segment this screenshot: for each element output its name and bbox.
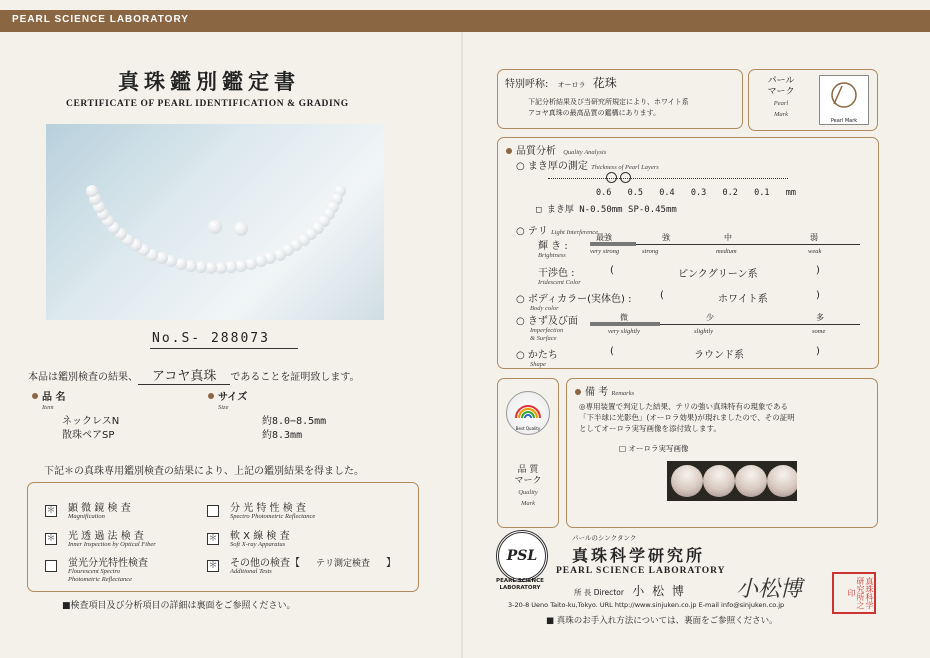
pearl-mark-icon bbox=[820, 76, 868, 114]
remarks-line-1: ◎専用装置で判定した結果、テリの強い真珠特有の現象である bbox=[579, 402, 789, 411]
lab-name-jp: 真珠科学研究所 bbox=[572, 546, 706, 565]
pearl-mark-jp-2: マーク bbox=[767, 87, 795, 97]
director-name: 小 松 博 bbox=[632, 584, 686, 598]
body-color-paren-close: ) bbox=[816, 290, 820, 301]
body-color-paren-open: ( bbox=[660, 290, 664, 301]
item-size-1: 約8.0−8.5mm bbox=[262, 416, 327, 427]
interference-sub: Iridescent Color bbox=[538, 279, 581, 286]
director-label: 所 長 Director bbox=[574, 588, 624, 597]
psl-logo-sub-1: PEARL SCIENCE bbox=[496, 578, 544, 584]
earring-pearl-right bbox=[234, 222, 248, 236]
body-color-value: ホワイト系 bbox=[718, 294, 768, 305]
interference-paren-open: ( bbox=[610, 265, 614, 276]
quality-mark-en-2: Mark bbox=[520, 500, 536, 507]
psl-logo-text: PSL bbox=[506, 548, 538, 564]
left-footer-note: ■検査項目及び分析項目の詳細は裏面をご参照ください。 bbox=[62, 601, 296, 611]
test-sub-spectro: Spectro Photometric Reflectance bbox=[230, 513, 316, 520]
title-english: CERTIFICATE OF PEARL IDENTIFICATION & GRADING bbox=[66, 99, 349, 109]
director-signature: 小松博 bbox=[736, 577, 803, 602]
imperfection-level: 微 bbox=[620, 313, 628, 322]
body-color-sub: Body color bbox=[530, 305, 559, 312]
imperfection-scale bbox=[590, 312, 860, 340]
brand-text: PEARL SCIENCE LABORATORY bbox=[12, 14, 189, 25]
thickness-marker-sp bbox=[620, 172, 631, 183]
pearl-mark-en-1: Pearl bbox=[773, 100, 789, 107]
imperfection-level: 少 bbox=[706, 313, 714, 322]
pearl-mark-en-2: Mark bbox=[773, 111, 789, 118]
teri-heading bbox=[516, 222, 598, 237]
additional-label-text: その他の検査【 bbox=[230, 558, 300, 569]
interference-heading bbox=[538, 264, 581, 286]
necklace-pearl bbox=[245, 258, 257, 270]
necklace-pearl bbox=[215, 262, 227, 274]
brightness-level-en: weak bbox=[808, 248, 822, 255]
qa-header bbox=[506, 142, 606, 157]
special-desc-2: アコヤ真珠の最高品質の鑑構にあります。 bbox=[528, 109, 661, 117]
special-title-box bbox=[497, 69, 743, 129]
aurora-photo-label: □ オーロラ実写画像 bbox=[619, 444, 689, 453]
test-label-spectro: 分 光 特 性 検 査 bbox=[230, 503, 306, 514]
radio-icon: ○ bbox=[516, 161, 525, 172]
quality-mark-jp-1: 品 質 bbox=[517, 465, 539, 475]
brightness-level: 弱 bbox=[810, 233, 818, 242]
pearl-mark-jp-1: パール bbox=[767, 76, 795, 86]
body-color-label: ボディカラー(実体色) : bbox=[527, 294, 632, 305]
quality-mark-box bbox=[497, 378, 559, 528]
item-name-2: 散珠ペアSP bbox=[62, 430, 115, 441]
imperfection-level-en: some bbox=[812, 328, 826, 335]
aurora-pearl bbox=[735, 465, 767, 497]
test-checkbox-additional: ＊ bbox=[208, 561, 218, 571]
earring-pearl-left bbox=[208, 220, 222, 234]
thickness-tick: 0.2 bbox=[722, 188, 738, 198]
lab-address: 3-20-8 Ueno Taito-ku,Tokyo. URL http://www.sinjuken.co.jp E-mail info@sinjuken.co.jp bbox=[508, 601, 785, 609]
aurora-photo bbox=[667, 461, 797, 501]
necklace-pearl bbox=[205, 262, 217, 274]
special-title-label: 特別呼称: bbox=[505, 79, 549, 90]
radio-icon: ○ bbox=[516, 294, 525, 305]
quality-rainbow-icon bbox=[507, 392, 549, 426]
quality-badge-text: Best Quality bbox=[515, 426, 541, 431]
thickness-label: まき厚の測定 bbox=[527, 161, 588, 172]
shape-label: かたち bbox=[527, 350, 558, 361]
remarks-line-3: としてオーロラ実写画像を添付致します。 bbox=[579, 424, 721, 433]
thickness-sub: Thickness of Pearl Layers bbox=[591, 164, 659, 171]
imperfection-level-en: very slightly bbox=[608, 328, 640, 335]
brightness-label: 輝 き : bbox=[538, 241, 568, 252]
pearl-mark-logo-text: Pearl Mark bbox=[830, 118, 858, 124]
test-sub-magnification: Magnification bbox=[68, 513, 105, 520]
test-label-magnification: 顕 微 鏡 検 査 bbox=[68, 503, 131, 514]
psl-logo bbox=[496, 530, 548, 582]
imperfection-level-en: slightly bbox=[694, 328, 714, 335]
bullet-icon bbox=[506, 148, 512, 154]
additional-bracket-close: 】 bbox=[386, 558, 397, 569]
quality-analysis-box bbox=[497, 137, 879, 369]
psl-logo-sub-2: LABORATORY bbox=[499, 585, 541, 591]
special-title-line bbox=[505, 74, 617, 91]
header-bar bbox=[0, 10, 930, 32]
certificate-number: No.S- 288073 bbox=[152, 331, 270, 346]
thickness-ticks bbox=[596, 188, 796, 198]
test-sub-optical: Inner Inspection by Optical Fiber bbox=[68, 541, 156, 548]
test-label-additional bbox=[230, 554, 396, 569]
statement-prefix: 本品は鑑別検査の結果、 bbox=[28, 372, 138, 383]
remarks-line-2: 「下半球に光影色」(オーロラ効果)が現れましたので、その証明 bbox=[579, 413, 795, 422]
remarks-header bbox=[575, 383, 634, 398]
aurora-pearl bbox=[703, 465, 735, 497]
shape-paren-open: ( bbox=[610, 346, 614, 357]
item-size-2: 約8.3mm bbox=[262, 430, 303, 441]
additional-test-name: テリ測定検査 bbox=[316, 559, 371, 569]
brightness-level-en: very strong bbox=[590, 248, 620, 255]
thickness-heading bbox=[516, 157, 659, 172]
remarks-title: 備 考 bbox=[585, 387, 609, 398]
brightness-scale bbox=[590, 232, 860, 260]
pearl-mark-logo bbox=[819, 75, 869, 125]
shape-heading bbox=[516, 346, 558, 368]
body-color-heading bbox=[516, 290, 631, 312]
item-name-1: ネックレスN bbox=[62, 416, 120, 427]
necklace-pearl bbox=[255, 255, 267, 267]
identification-statement bbox=[28, 365, 360, 384]
remarks-box bbox=[566, 378, 878, 528]
test-checkbox-magnification: ＊ bbox=[46, 506, 56, 516]
lab-name-en: PEARL SCIENCE LABORATORY bbox=[556, 566, 726, 576]
brightness-level: 最強 bbox=[596, 233, 612, 242]
shape-value: ラウンド系 bbox=[694, 350, 744, 361]
thickness-tick: 0.5 bbox=[627, 188, 643, 198]
item-heading bbox=[32, 385, 65, 411]
thickness-tick: 0.3 bbox=[690, 188, 707, 198]
interference-paren-close: ) bbox=[816, 265, 820, 276]
qa-sub: Quality Analysis bbox=[563, 149, 607, 156]
test-sub2-fluorescent: Photometric Reflectance bbox=[68, 576, 133, 583]
test-checkbox-spectro bbox=[207, 505, 219, 517]
test-label-xray: 軟 X 線 検 査 bbox=[230, 531, 290, 542]
right-footer-note: ■ 真珠のお手入れ方法については、裏面をご参照ください。 bbox=[546, 616, 778, 626]
brightness-sub: Brightness bbox=[538, 252, 566, 259]
thickness-tick: 0.1 bbox=[754, 188, 770, 198]
psl-logo-sub bbox=[490, 578, 550, 592]
test-label-optical: 光 透 過 法 検 査 bbox=[68, 531, 144, 542]
bullet-icon bbox=[208, 393, 214, 399]
qa-title: 品質分析 bbox=[516, 146, 556, 157]
size-sublabel: Size bbox=[218, 404, 229, 411]
shape-sub: Shape bbox=[530, 361, 546, 368]
quality-badge-icon bbox=[506, 391, 550, 435]
item-label: 品 名 bbox=[42, 392, 66, 403]
special-title-value: 花珠 bbox=[592, 76, 617, 90]
thickness-scale-marks bbox=[548, 176, 788, 182]
bullet-icon bbox=[32, 393, 38, 399]
test-note: 下記＊の真珠専用鑑別検査の結果により、上記の鑑別結果を得ました。 bbox=[44, 466, 364, 477]
test-checkbox-xray: ＊ bbox=[208, 534, 218, 544]
necklace-pearl bbox=[235, 260, 247, 272]
special-desc-1: 下記分析結果及び当研究所規定により、ホワイト系 bbox=[528, 98, 689, 106]
special-title-small: オーロラ bbox=[557, 81, 586, 89]
certificate-number-underline bbox=[150, 348, 298, 349]
aurora-pearl bbox=[671, 465, 703, 497]
page-fold bbox=[461, 32, 463, 658]
radio-icon: ○ bbox=[516, 226, 525, 237]
thickness-tick: 0.4 bbox=[659, 188, 675, 198]
pearl-mark-box bbox=[748, 69, 878, 131]
thickness-marker-n bbox=[606, 172, 617, 183]
title-japanese: 真珠鑑別鑑定書 bbox=[118, 69, 300, 94]
necklace-pearl bbox=[225, 261, 237, 273]
item-sublabel: Item bbox=[42, 404, 54, 411]
radio-icon: ○ bbox=[516, 350, 525, 361]
bullet-icon bbox=[575, 389, 581, 395]
size-heading bbox=[208, 385, 247, 411]
quality-mark-jp-2: マーク bbox=[514, 476, 542, 486]
tests-box bbox=[27, 482, 419, 592]
test-label-fluorescent: 蛍光分光特性検査 bbox=[68, 558, 148, 569]
aurora-pearl bbox=[767, 465, 797, 497]
lab-seal: 真珠科学研究所之印 bbox=[832, 572, 876, 614]
test-checkbox-fluorescent bbox=[45, 560, 57, 572]
imperfection-sub-1: Imperfection bbox=[530, 327, 564, 334]
imperfection-label: きず及び面 bbox=[527, 316, 578, 327]
interference-value: ピンクグリーン系 bbox=[678, 269, 758, 280]
teri-sub: Light Interference bbox=[551, 229, 598, 236]
test-checkbox-optical: ＊ bbox=[46, 534, 56, 544]
brightness-level-en: strong bbox=[642, 248, 659, 255]
teri-label: テリ bbox=[527, 226, 548, 237]
statement-suffix: であることを証明致します。 bbox=[230, 372, 360, 383]
lab-tagline: パールのシンクタンク bbox=[572, 534, 637, 542]
thickness-tick: mm bbox=[785, 188, 796, 198]
pearl-photo bbox=[46, 124, 384, 320]
thickness-value: □ まき厚 N-0.50mm SP-0.45mm bbox=[536, 205, 677, 215]
brightness-level: 強 bbox=[662, 233, 670, 242]
test-sub-xray: Soft X-ray Apparatus bbox=[230, 541, 286, 548]
pearl-mark-label bbox=[761, 76, 801, 120]
remarks-text bbox=[579, 401, 795, 434]
imperfection-sub-2: & Surface bbox=[530, 335, 557, 342]
brightness-level: 中 bbox=[724, 233, 732, 242]
pearl-type: アコヤ真珠 bbox=[138, 369, 230, 385]
thickness-tick: 0.6 bbox=[596, 188, 612, 198]
brightness-level-en: medium bbox=[716, 248, 737, 255]
imperfection-heading bbox=[516, 312, 578, 343]
radio-icon: ○ bbox=[516, 316, 525, 327]
director-line bbox=[574, 582, 686, 599]
size-label: サイズ bbox=[218, 392, 248, 403]
quality-mark-label bbox=[502, 465, 554, 509]
test-sub-fluorescent: Flourescent Spectro bbox=[68, 568, 121, 575]
quality-mark-en-1: Quality bbox=[518, 489, 538, 496]
test-sub-additional: Additional Tests bbox=[230, 568, 272, 575]
remarks-sub: Remarks bbox=[611, 390, 635, 397]
brightness-heading bbox=[538, 237, 568, 259]
interference-label: 干渉色 : bbox=[538, 268, 575, 279]
shape-paren-close: ) bbox=[816, 346, 820, 357]
imperfection-level: 多 bbox=[816, 313, 824, 322]
